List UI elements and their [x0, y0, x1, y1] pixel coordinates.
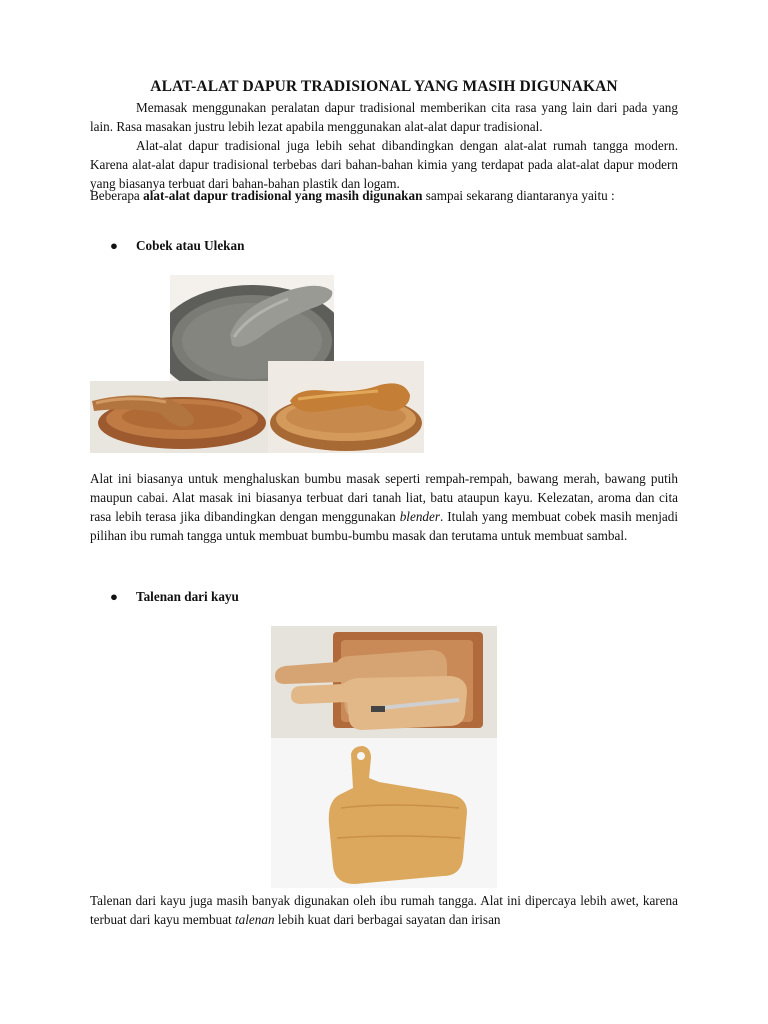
- intro-p3-pre: Beberapa: [90, 188, 144, 203]
- talenan-desc-pre: Talenan dari kayu juga masih banyak digunakan oleh ibu rumah tangga. Alat ini dipercaya lebih awet, karena terbuat dari kayu membuat: [90, 893, 678, 927]
- talenan-description: [90, 891, 678, 929]
- bullet-heading-cobek: [110, 238, 244, 254]
- intro-p3-post: sampai sekarang diantaranya yaitu :: [422, 188, 615, 203]
- bullet-dot-icon: ●: [110, 589, 118, 604]
- intro-paragraph-2: Alat-alat dapur tradisional juga lebih sehat dibandingkan dengan alat-alat rumah tangga modern. Karena alat-alat dapur tradisional terbebas dari bahan-bahan kimia yang terdapat pada alat-alat dapur modern yang biasanya terbuat dari bahan-bahan plastik dan logam.: [90, 138, 678, 191]
- cobek-desc-pre: Alat ini biasanya untuk menghaluskan bumbu masak seperti rempah-rempah, bawang merah, bawang putih maupun cabai. Alat masak ini biasanya terbuat dari tanah liat, batu ataupun kayu. Kelezatan, aroma dan cita rasa lebih terasa jika dibandingkan dengan menggunakan: [90, 471, 678, 524]
- intro-paragraph-1: Memasak menggunakan peralatan dapur tradisional memberikan cita rasa yang lain dari pada yang lain. Rasa masakan justru lebih lezat apabila menggunakan alat-alat dapur tradisional.: [90, 100, 678, 134]
- cobek-desc-italic: blender: [399, 509, 440, 524]
- talenan-stack-photo: [271, 626, 497, 738]
- cobek-wood-photo: [268, 361, 424, 453]
- cobek-clay-photo: [90, 381, 268, 453]
- intro-p3-bold: alat-alat dapur tradisional yang masih digunakan: [143, 188, 423, 203]
- heading-talenan: Talenan dari kayu: [136, 589, 239, 604]
- intro-paragraph-3: [90, 186, 678, 205]
- talenan-desc-italic: talenan: [235, 912, 275, 927]
- bullet-dot-icon: ●: [110, 238, 118, 253]
- document-title: ALAT-ALAT DAPUR TRADISIONAL YANG MASIH DIGUNAKAN: [150, 78, 618, 95]
- cobek-desc-post: . Itulah yang membuat cobek masih menjadi pilihan ibu rumah tangga untuk membuat bumbu-bumbu masak dan terutama untuk membuat sambal.: [90, 509, 679, 543]
- talenan-desc-post: lebih kuat dari berbagai sayatan dan irisan: [274, 912, 501, 927]
- cobek-description: [90, 469, 678, 545]
- bullet-heading-talenan: [110, 589, 239, 605]
- heading-cobek: Cobek atau Ulekan: [136, 238, 245, 253]
- talenan-single-photo: [271, 738, 497, 888]
